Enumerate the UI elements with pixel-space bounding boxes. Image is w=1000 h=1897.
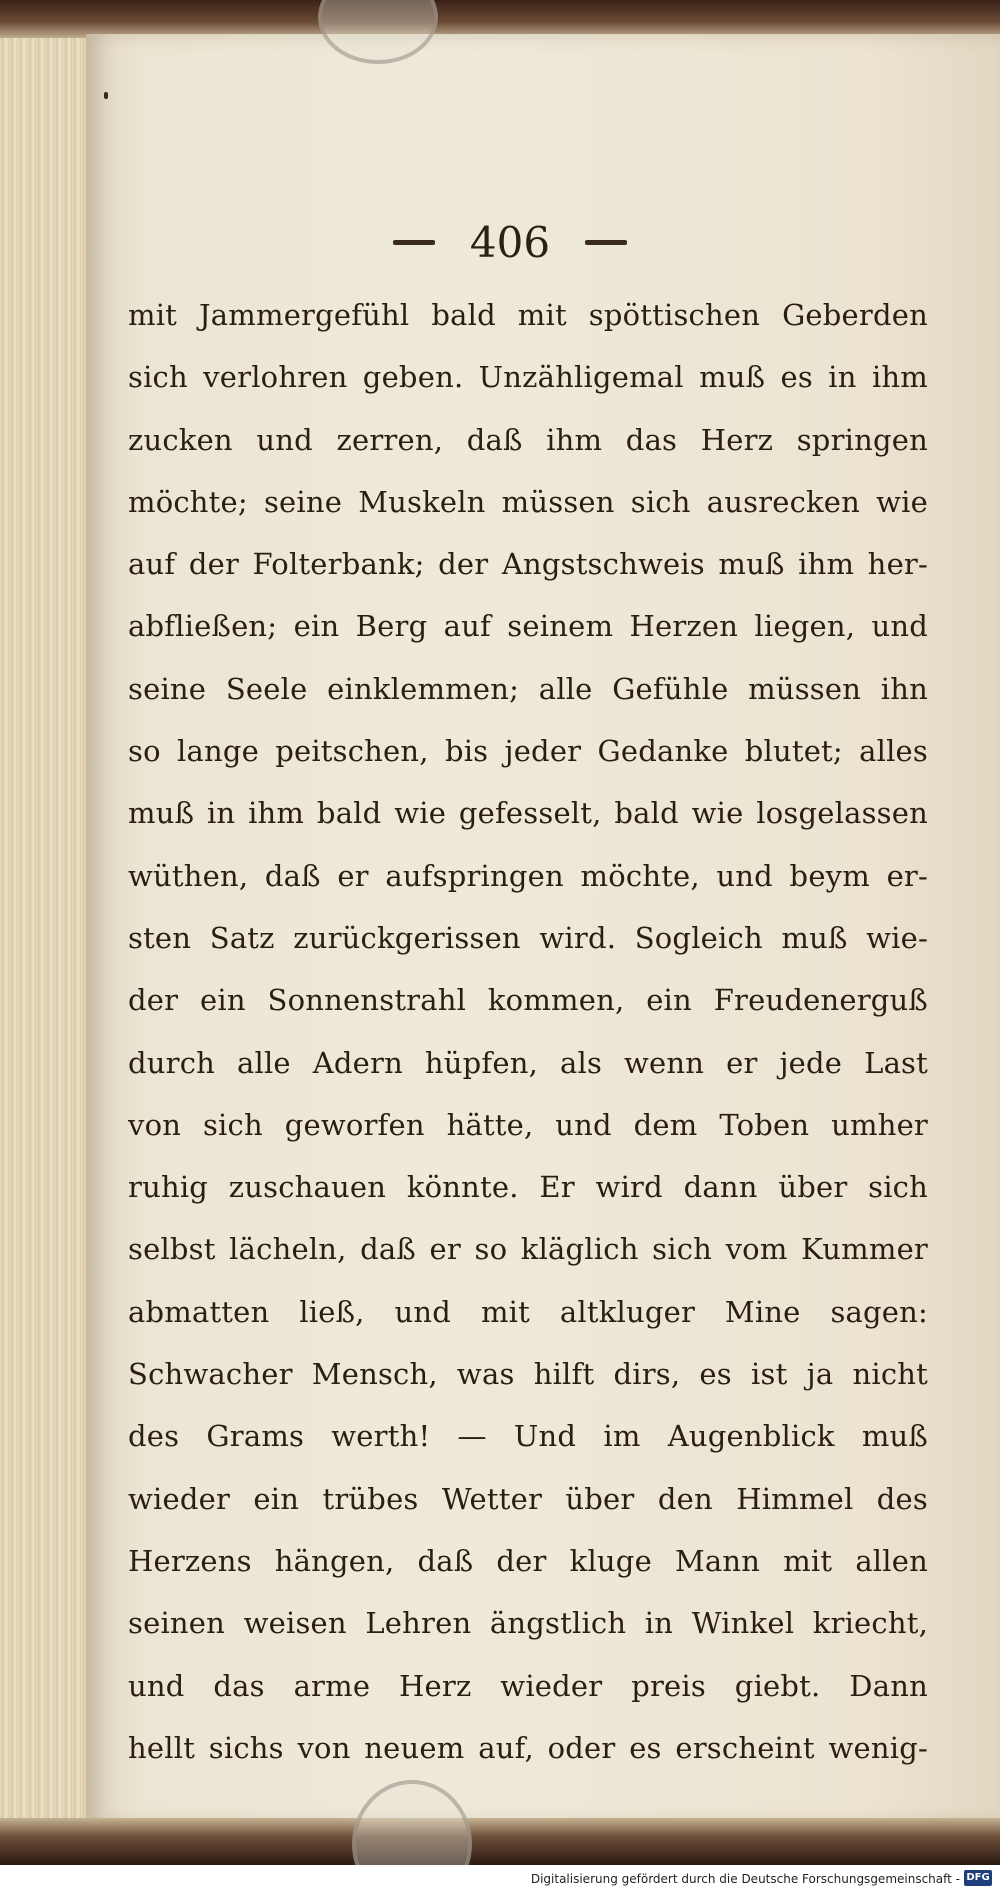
text-line: seine Seele einklemmen; alle Gefühle müssen ihn [128, 671, 928, 706]
text-line: Herzens hängen, daß der kluge Mann mit allen [128, 1543, 928, 1578]
text-line: durch alle Adern hüpfen, als wenn er jede Last [128, 1045, 928, 1080]
page-header [360, 218, 660, 278]
text-line: so lange peitschen, bis jeder Gedanke blutet; alles [128, 734, 928, 769]
text-line: mit Jammergefühl bald mit spöttischen Geberden [128, 298, 928, 332]
text-line: seinen weisen Lehren ängstlich in Winkel kriecht, [128, 1606, 928, 1641]
text-line: abmatten ließ, und mit altkluger Mine sagen: [128, 1294, 928, 1329]
text-line: zucken und zerren, daß ihm das Herz springen [128, 422, 928, 457]
dfg-logo: DFG [964, 1870, 992, 1886]
footer-credit: Digitalisierung gefördert durch die Deutsche Forschungsgemeinschaft - [530, 1872, 960, 1886]
text-line: Schwacher Mensch, was hilft dirs, es ist ja nicht [128, 1357, 928, 1392]
text-line: muß in ihm bald wie gefesselt, bald wie losgelassen [128, 796, 928, 831]
text-line: wieder ein trübes Wetter über den Himmel des [128, 1481, 928, 1516]
text-line: sich verlohren geben. Unzähligemal muß es in ihm [128, 360, 928, 395]
ink-speck [104, 92, 108, 99]
text-line: möchte; seine Muskeln müssen sich ausrecken wie [128, 484, 928, 519]
header-dash-right [585, 240, 627, 245]
text-line: und das arme Herz wieder preis giebt. Dann [128, 1668, 928, 1703]
text-line: hellt sichs von neuem auf, oder es erscheint wenig- [128, 1730, 928, 1765]
text-line: abfließen; ein Berg auf seinem Herzen liegen, und [128, 609, 928, 644]
text-line: sten Satz zurückgerissen wird. Sogleich muß wie- [128, 920, 928, 955]
text-line: des Grams werth! — Und im Augenblick muß [128, 1419, 928, 1454]
text-line: der ein Sonnenstrahl kommen, ein Freudenerguß [128, 983, 928, 1018]
page-number: 406 [469, 218, 551, 267]
text-line: ruhig zuschauen könnte. Er wird dann über sich [128, 1170, 928, 1205]
text-line: auf der Folterbank; der Angstschweis muß ihm her- [128, 547, 928, 582]
text-line: wüthen, daß er aufspringen möchte, und beym er- [128, 858, 928, 893]
body-text [128, 284, 928, 1779]
book-bottom-edge [0, 1818, 1000, 1865]
text-line: selbst lächeln, daß er so kläglich sich vom Kummer [128, 1232, 928, 1267]
header-dash-left [393, 240, 435, 245]
text-line: von sich geworfen hätte, und dem Toben umher [128, 1107, 928, 1142]
page-stack-edge [0, 38, 92, 1828]
